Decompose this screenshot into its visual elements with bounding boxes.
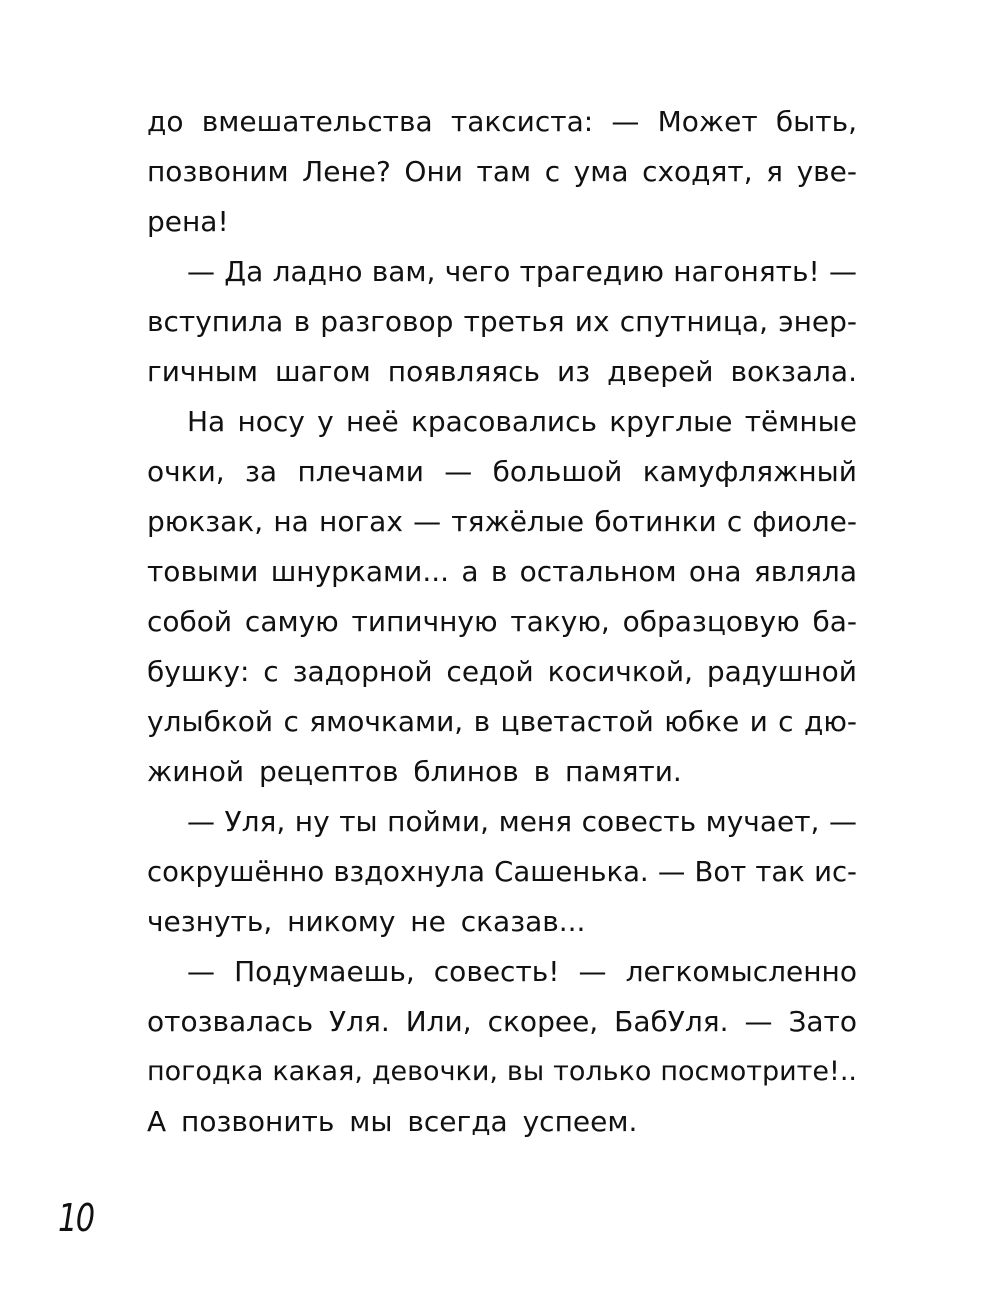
text-line: погодка какая, девочки, вы только посмотрите!.. [147, 1056, 857, 1087]
text-line: очки, за плечами — большой камуфляжный [147, 455, 857, 488]
text-line: А позвонить мы всегда успеем. [147, 1105, 638, 1138]
text-line: чезнуть, никому не сказав... [147, 905, 586, 938]
text-line: бушку: с задорной седой косичкой, радушной [147, 655, 857, 688]
page-number: 10 [58, 1196, 94, 1240]
text-line: улыбкой с ямочками, в цветастой юбке и с дю- [147, 705, 857, 738]
text-line: На носу у неё красовались круглые тёмные [187, 405, 857, 438]
text-line: гичным шагом появляясь из дверей вокзала. [147, 355, 857, 388]
text-line: — Подумаешь, совесть! — легкомысленно [187, 955, 857, 988]
body-text [147, 97, 857, 1147]
text-line: — Уля, ну ты пойми, меня совесть мучает, — [187, 805, 857, 838]
text-line: рена! [147, 205, 229, 238]
text-line: рюкзак, на ногах — тяжёлые ботинки с фиоле- [147, 505, 857, 538]
text-line: позвоним Лене? Они там с ума сходят, я уве- [147, 155, 857, 188]
text-line: сокрушённо вздохнула Сашенька. — Вот так ис- [147, 856, 857, 888]
text-line: до вмешательства таксиста: — Может быть, [147, 105, 857, 138]
text-line: товыми шнурками... а в остальном она являла [147, 555, 857, 588]
text-line: жиной рецептов блинов в памяти. [147, 755, 682, 788]
text-line: — Да ладно вам, чего трагедию нагонять! — [187, 255, 857, 288]
text-line: собой самую типичную такую, образцовую ба- [147, 605, 857, 638]
text-line: отозвалась Уля. Или, скорее, БабУля. — Зато [147, 1005, 857, 1038]
text-line: вступила в разговор третья их спутница, энер- [147, 305, 857, 338]
